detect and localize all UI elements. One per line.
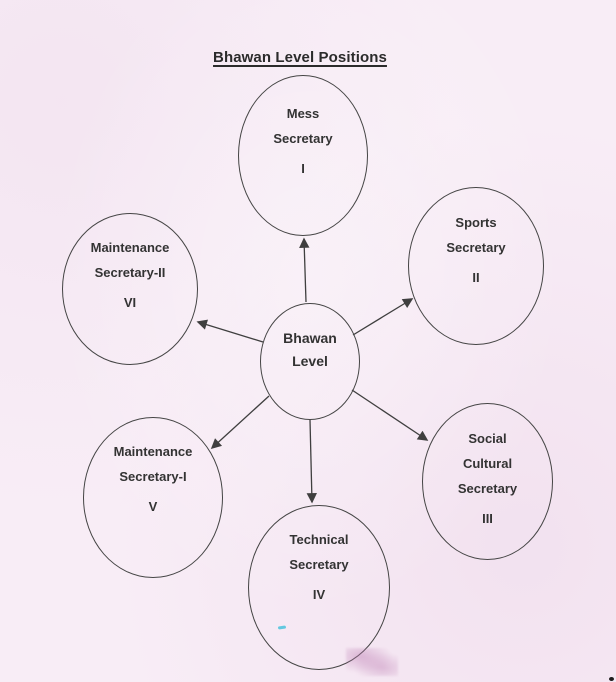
node-numeral: VI: [123, 295, 137, 310]
node-label-line: Sports: [455, 215, 497, 230]
node-label-line: Technical: [289, 531, 349, 547]
diagram-title: Bhawan Level Positions: [213, 49, 387, 66]
node-bhawan-level: [260, 303, 360, 420]
node-label-line: Social: [468, 431, 507, 446]
node-social-cultural-secretary: [422, 403, 553, 560]
node-numeral: III: [482, 511, 493, 526]
arrow-to-technical-secretary: [310, 420, 312, 502]
node-maintenance-secretary-1: [83, 417, 223, 578]
node-label-line: Secretary: [289, 556, 349, 572]
node-label-line: Cultural: [462, 456, 513, 471]
arrow-to-sports-secretary: [353, 299, 412, 335]
node-label-line: Secretary: [457, 481, 518, 496]
node-numeral: I: [301, 160, 305, 176]
node-technical-secretary: [248, 505, 390, 670]
ink-smudge-artifact: [346, 648, 398, 676]
node-label-line: Secretary-II: [94, 265, 166, 280]
arrow-to-social-cultural-secretary: [352, 390, 427, 440]
node-numeral: V: [148, 498, 158, 514]
node-label-line: Secretary: [273, 130, 333, 146]
node-numeral: II: [472, 270, 480, 285]
node-label-line: Bhawan: [283, 329, 337, 346]
node-label-line: Mess: [286, 105, 320, 121]
node-label-line: Maintenance: [90, 240, 170, 255]
node-label-line: Secretary: [446, 240, 506, 255]
node-numeral: IV: [312, 586, 326, 602]
node-mess-secretary: [238, 75, 368, 236]
node-label-line: Level: [292, 352, 328, 369]
node-label-line: Secretary-I: [119, 468, 187, 484]
arrow-to-mess-secretary: [304, 239, 306, 302]
corner-dot-artifact: [609, 677, 614, 681]
node-label-line: Maintenance: [113, 443, 193, 459]
node-sports-secretary: [408, 187, 544, 345]
node-maintenance-secretary-2: [62, 213, 198, 365]
arrow-to-maintenance-secretary-2: [198, 322, 263, 342]
arrow-to-maintenance-secretary-1: [212, 396, 269, 448]
